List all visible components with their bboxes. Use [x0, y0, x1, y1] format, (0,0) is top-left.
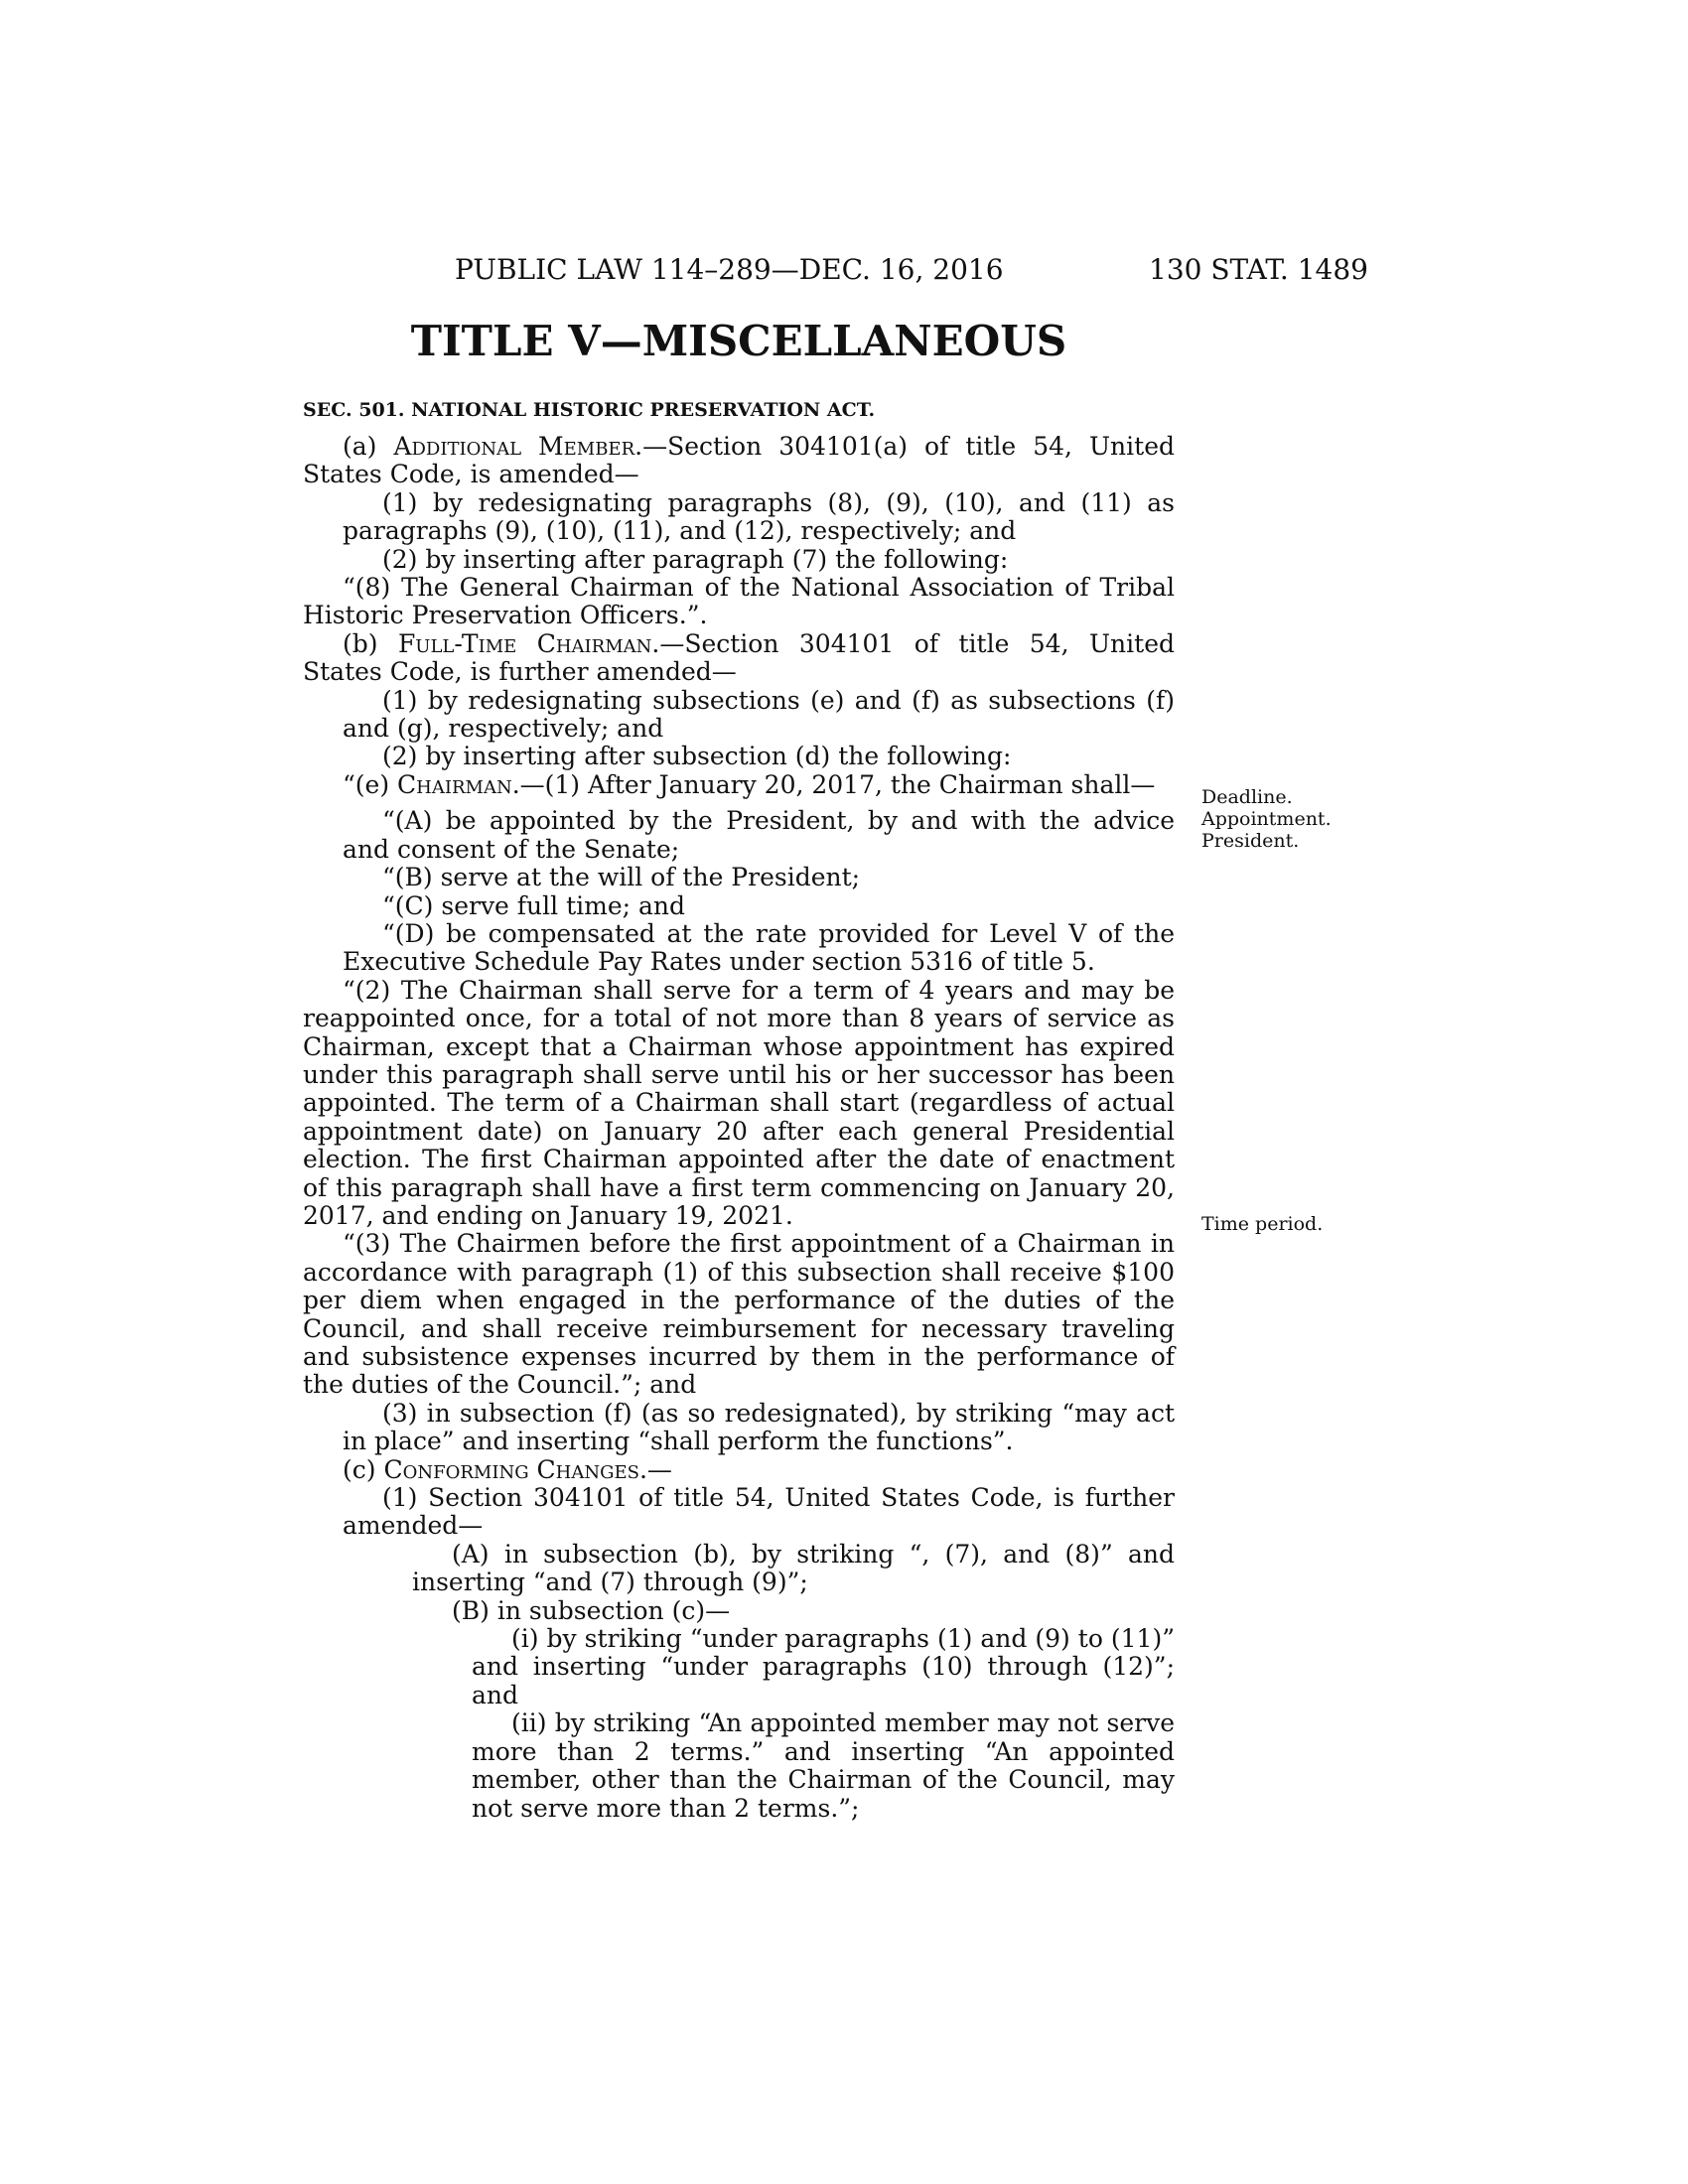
subsection-b-text: .—Section 304101 of title 54, United States Code, is further amended—: [303, 628, 1175, 687]
paragraph-a1: (1) by redesignating paragraphs (8), (9), (10), and (11) as paragraphs (9), (10), (11), and (12), respectively; and: [343, 487, 1175, 546]
margin-note-appointment-line: Appointment.: [1201, 808, 1332, 830]
clause-e-B: “(B) serve at the will of the President;: [382, 863, 861, 892]
subsection-e-label: “(e): [343, 769, 398, 799]
subsection-b-label: (b): [343, 628, 398, 658]
subsection-a-caption: Additional Member: [393, 432, 635, 461]
subsection-a: [303, 433, 1175, 489]
margin-note-president-line: President.: [1201, 830, 1300, 852]
paragraph-b2: (2) by inserting after subsection (d) the following:: [382, 742, 1012, 771]
clause-e-C: “(C) serve full time; and: [382, 890, 686, 920]
running-head: [303, 250, 1368, 290]
paragraph-b3: (3) in subsection (f) (as so redesignated), by striking “may act in place” and inserting “shall perform the functions”.: [343, 1398, 1175, 1456]
title-heading: TITLE V—MISCELLANEOUS: [410, 317, 1067, 365]
paragraph-e3: “(3) The Chairmen before the first appointment of a Chairman in accordance with paragraph (1) of this subsection shall receive $100 per diem when engaged in the performance of the duties of the Council, and shall receive reimbursement for necessary traveling and subsistence expenses incurred by them in the performance of the duties of the Council.”; and: [303, 1229, 1175, 1400]
clause-e-A: “(A) be appointed by the President, by and with the advice and consent of the Senate;: [343, 806, 1175, 864]
stat-page-number: 130 STAT. 1489: [1149, 253, 1368, 286]
paragraph-b1: (1) by redesignating subsections (e) and (f) as subsections (f) and (g), respectively; and: [343, 685, 1175, 744]
paragraph-e2: “(2) The Chairman shall serve for a term of 4 years and may be reappointed once, for a total of not more than 8 years of service as Chairman, except that a Chairman whose appointment has expired under this paragraph shall serve until his or her successor has been appointed. The term of a Chairman shall start (regardless of actual appointment date) on January 20 after each general Presidential election. The first Chairman appointed after the date of enactment of this paragraph shall have a first term commencing on January 20, 2017, and ending on January 19, 2021.: [303, 975, 1175, 1230]
margin-note-deadline-line: Deadline.: [1201, 786, 1293, 808]
quoted-paragraph-8: “(8) The General Chairman of the National Association of Tribal Historic Preservation Officers.”.: [303, 573, 1175, 630]
section-heading: SEC. 501. NATIONAL HISTORIC PRESERVATION ACT.: [303, 399, 876, 421]
clause-c-B-ii: (ii) by striking “An appointed member may not serve more than 2 terms.” and inserting “An appointed member, other than the Chairman of the Council, may not serve more than 2 terms.”;: [472, 1708, 1175, 1823]
clause-c-B-i: (i) by striking “under paragraphs (1) and (9) to (11)” and inserting “under paragraphs (10) through (12)”; and: [472, 1624, 1175, 1709]
margin-note-deadline: [1201, 786, 1350, 852]
subsection-a-label: (a): [343, 432, 394, 461]
subsection-e-caption: Chairman: [397, 769, 512, 799]
subsection-b-caption: Full-Time Chairman: [397, 628, 652, 658]
quoted-subsection-e: [303, 771, 1175, 799]
body-text: [303, 395, 1175, 1823]
paragraph-c1: (1) Section 304101 of title 54, United States Code, is further amended—: [343, 1483, 1175, 1541]
subsection-c: [303, 1456, 1175, 1484]
subsection-c-caption: Conforming Changes: [383, 1454, 639, 1484]
subsection-c-label: (c): [343, 1454, 384, 1484]
subsection-a-text: .—Section 304101(a) of title 54, United States Code, is amended—: [303, 432, 1176, 489]
paragraph-a2: (2) by inserting after paragraph (7) the following:: [382, 544, 1009, 574]
subsection-c-text: .—: [638, 1454, 672, 1484]
subsection-b: [303, 630, 1175, 687]
running-title: PUBLIC LAW 114–289—DEC. 16, 2016: [455, 253, 1004, 286]
clause-c-B: (B) in subsection (c)—: [452, 1595, 731, 1625]
clause-e-D: “(D) be compensated at the rate provided for Level V of the Executive Schedule Pay Rates under section 5316 of title 5.: [343, 918, 1175, 977]
subsection-e-text: .—(1) After January 20, 2017, the Chairman shall—: [511, 769, 1156, 799]
clause-c-A: (A) in subsection (b), by striking “, (7), and (8)” and inserting “and (7) through (9)”;: [412, 1539, 1175, 1597]
margin-note-time-period: Time period.: [1201, 1213, 1324, 1235]
